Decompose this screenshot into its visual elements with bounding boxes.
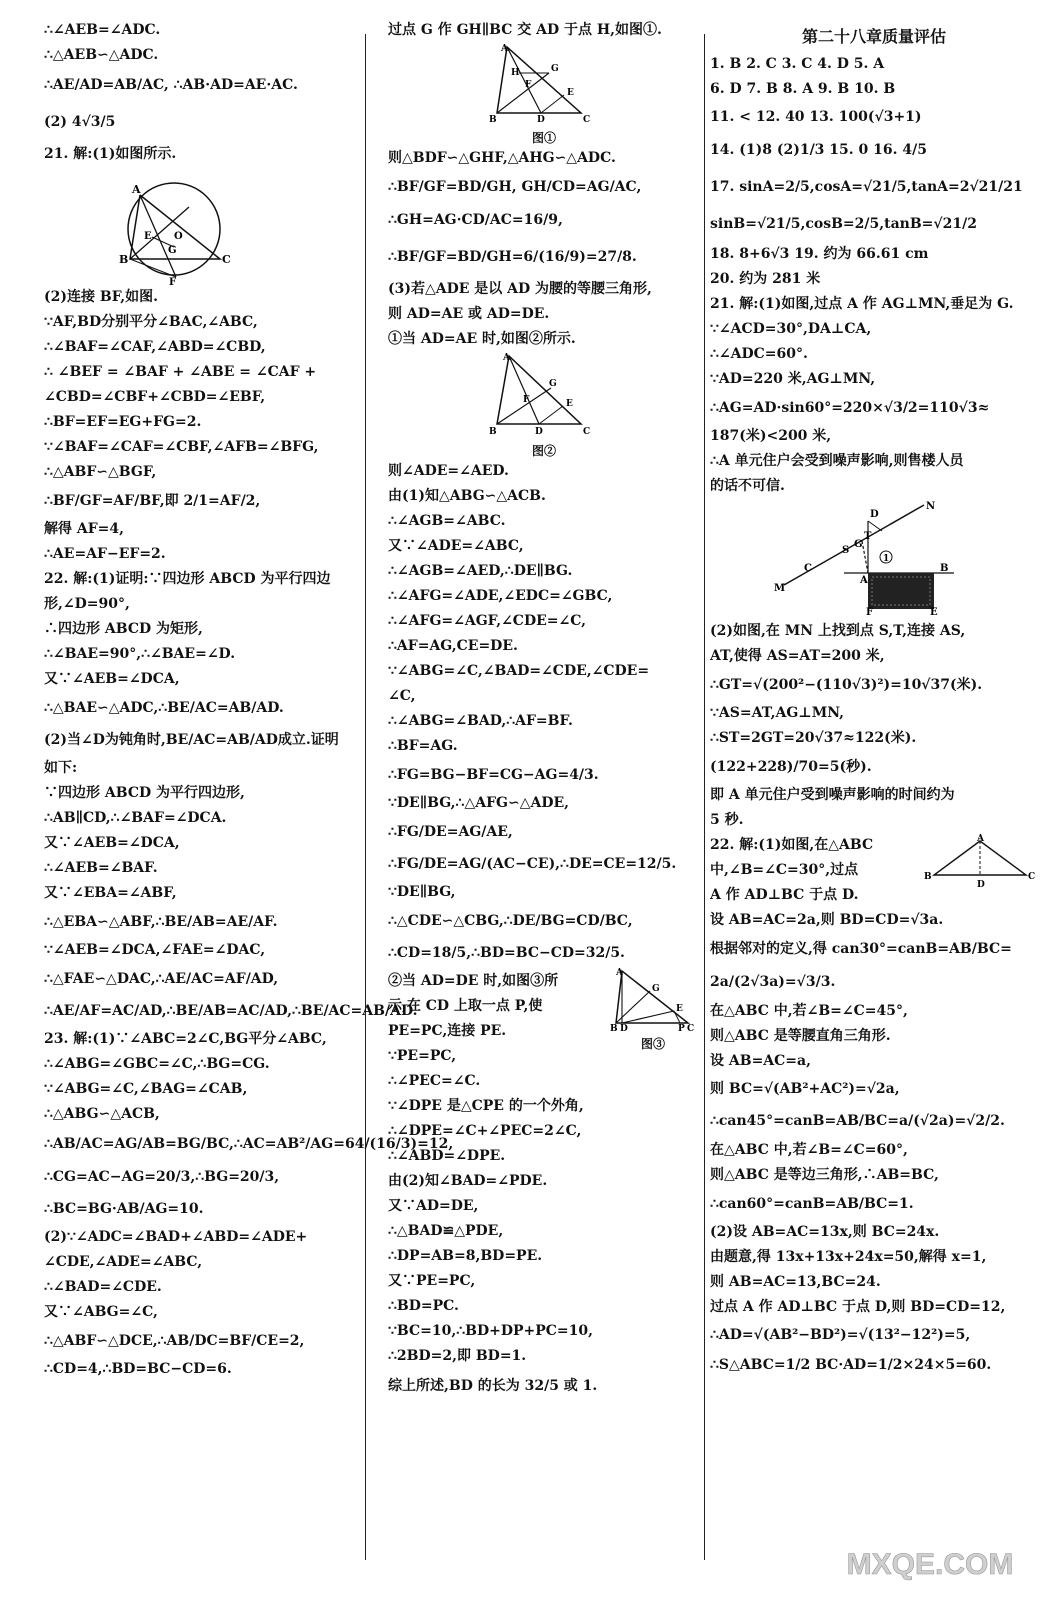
text-line: 又∵∠ABG=∠C, (44, 1304, 158, 1320)
text-line: ∴△ABF∽△DCE,∴AB/DC=BF/CE=2, (44, 1333, 305, 1349)
text-line: ∴∠BAF=∠CAF,∠ABD=∠CBD, (44, 339, 266, 355)
answer-line: 18. 8+6√3 19. 约为 66.61 cm (710, 246, 929, 262)
text-line: ∴DP=AB=8,BD=PE. (388, 1248, 543, 1264)
text-line: ∴△FAE∽△DAC,∴AE/AC=AF/AD, (44, 971, 279, 987)
text-line: ∴△AEB∽△ADC. (44, 47, 159, 63)
text-line: ∴△ABF∽△BGF, (44, 464, 157, 480)
svg-text:S: S (842, 545, 850, 556)
text-line: ∠CDE,∠ADE=∠ABC, (44, 1254, 203, 1270)
svg-text:D: D (537, 115, 545, 125)
text-line: ∴∠PEC=∠C. (388, 1073, 481, 1089)
text-line: ∴∠ABD=∠DPE. (388, 1148, 506, 1164)
answer-line: 1. B 2. C 3. C 4. D 5. A (710, 56, 885, 72)
noise-figure (710, 499, 1038, 619)
text-line: (2)设 AB=AC=13x,则 BC=24x. (710, 1224, 940, 1240)
svg-text:B: B (489, 115, 497, 125)
text-line: ∴CD=4,∴BD=BC−CD=6. (44, 1361, 232, 1377)
text-line: ∵∠ACD=30°,DA⊥CA, (710, 321, 872, 337)
text-line: ∴FG/DE=AG/(AC−CE),∴DE=CE=12/5. (388, 856, 677, 872)
text-line: 5 秒. (710, 812, 744, 828)
circle-figure (24, 167, 324, 288)
svg-text:C: C (804, 563, 812, 574)
text-line: ∴AE=AF−EF=2. (44, 546, 166, 562)
text-line: (2)∵∠ADC=∠BAD+∠ABD=∠ADE+ (44, 1229, 308, 1245)
text-line: ∴BC=BG·AB/AG=10. (44, 1201, 204, 1217)
text-line: ∵四边形 ABCD 为平行四边形, (44, 785, 245, 801)
text-line: 解得 AF=4, (44, 521, 125, 537)
text-line: ∴CG=AC−AG=20/3,∴BG=20/3, (44, 1169, 280, 1185)
column-3 (710, 18, 1038, 1570)
text-line: (122+228)/70=5(秒). (710, 759, 872, 775)
text-line: ∴AD=√(AB²−BD²)=√(13²−12²)=5, (710, 1327, 971, 1343)
svg-text:G: G (652, 984, 660, 994)
text-line: ②当 AD=DE 时,如图③所 (388, 973, 559, 989)
text-line: 21. 解:(1)如图,过点 A 作 AG⊥MN,垂足为 G. (710, 296, 1014, 312)
text-line: ∴AB/AC=AG/AB=BG/BC,∴AC=AB²/AG=64/(16/3)=12, (44, 1136, 454, 1152)
svg-text:G: G (168, 245, 177, 256)
text-line: ∴∠DPE=∠C+∠PEC=2∠C, (388, 1123, 582, 1139)
text-line: AT,使得 AS=AT=200 米, (710, 648, 885, 664)
text-line: (2)当∠D为钝角时,BE/AC=AB/AD成立.证明 (44, 732, 339, 748)
svg-text:F: F (523, 395, 530, 405)
answer-line: 20. 约为 281 米 (710, 271, 821, 287)
text-line: ∴△BAE∽△ADC,∴BE/AC=AB/AD. (44, 700, 284, 716)
text-line: 23. 解:(1)∵∠ABC=2∠C,BG平分∠ABC, (44, 1031, 327, 1047)
text-line: ∴ST=2GT=20√37≈122(米). (710, 730, 917, 746)
text-line: ①当 AD=AE 时,如图②所示. (388, 331, 576, 347)
text-line: 又∵∠AEB=∠DCA, (44, 835, 180, 851)
text-line: ∴2BD=2,即 BD=1. (388, 1348, 527, 1364)
text-line: ∵PE=PC, (388, 1048, 457, 1064)
text-line: ∴∠ABG=∠GBC=∠C,∴BG=CG. (44, 1056, 270, 1072)
text-line: 则△ABC 是等腰直角三角形. (710, 1028, 891, 1044)
answer-line: 6. D 7. B 8. A 9. B 10. B (710, 81, 896, 97)
figure-caption: 图② (531, 444, 556, 458)
text-line: ∴△BAD≌△PDE, (388, 1223, 504, 1239)
svg-text:A: A (501, 44, 508, 54)
text-line: (2)如图,在 MN 上找到点 S,T,连接 AS, (710, 623, 966, 639)
svg-text:A: A (503, 353, 510, 363)
text-line: 如下: (44, 760, 78, 776)
text-line: 设 AB=AC=a, (710, 1053, 811, 1069)
section-title: 第二十八章质量评估 (801, 27, 946, 46)
text-line: ∴BF/GF=BD/GH, GH/CD=AG/AC, (388, 179, 642, 195)
svg-text:1: 1 (883, 554, 890, 564)
watermark-text: MXQE.COM (846, 1548, 1014, 1581)
text-line: ∠C, (388, 688, 416, 704)
svg-text:B: B (610, 1024, 618, 1034)
text-line: ∠CBD=∠CBF+∠CBD=∠EBF, (44, 389, 266, 405)
text-line: ∵∠ABG=∠C,∠BAG=∠CAB, (44, 1081, 248, 1097)
text-line: ∴FG=BG−BF=CG−AG=4/3. (388, 767, 599, 783)
text-line: (3)若△ADE 是以 AD 为腰的等腰三角形, (388, 281, 652, 297)
text-line: ∴BD=PC. (388, 1298, 459, 1314)
text-line: ∴△EBA∽△ABF,∴BE/AB=AE/AF. (44, 914, 278, 930)
text-line: ∵∠ABG=∠C,∠BAD=∠CDE,∠CDE= (388, 663, 650, 679)
svg-text:E: E (930, 607, 938, 618)
svg-text:C: C (222, 253, 231, 266)
svg-text:D: D (620, 1024, 628, 1034)
text-line: 21. 解:(1)如图所示. (44, 146, 177, 162)
text-line: 中,∠B=∠C=30°,过点 (710, 862, 859, 878)
text-line: ∴AE/AF=AC/AD,∴BE/AB=AC/AD,∴BE/AC=AB/AD. (44, 1003, 418, 1019)
text-line: ∴∠BAD=∠CDE. (44, 1279, 162, 1295)
text-line: ∴∠ABG=∠BAD,∴AF=BF. (388, 713, 573, 729)
text-line: 则 AB=AC=13,BC=24. (710, 1274, 881, 1290)
text-line: ∵DE∥BG, (388, 884, 456, 900)
text-line: ∴∠ADC=60°. (710, 346, 808, 362)
text-line: 由(2)知∠BAD=∠PDE. (388, 1173, 548, 1189)
text-line: ∵AS=AT,AG⊥MN, (710, 705, 844, 721)
text-line: 过点 G 作 GH∥BC 交 AD 于点 H,如图①. (388, 22, 662, 38)
text-line: 由题意,得 13x+13x+24x=50,解得 x=1, (710, 1249, 987, 1265)
column-divider-1 (365, 34, 366, 1560)
text-line: ∴AE/AD=AB/AC, ∴AB·AD=AE·AC. (44, 77, 298, 93)
text-line: 在△ABC 中,若∠B=∠C=60°, (710, 1142, 908, 1158)
text-line: 22. 解:(1)如图,在△ABC (710, 837, 874, 853)
text-line: 2a/(2√3a)=√3/3. (710, 974, 836, 990)
text-line: 187(米)<200 米, (710, 428, 832, 444)
text-line: ∴∠AFG=∠AGF,∠CDE=∠C, (388, 613, 586, 629)
svg-text:A: A (132, 183, 141, 196)
text-line: ∴CD=18/5,∴BD=BC−CD=32/5. (388, 945, 625, 961)
text-line: ∵BC=10,∴BD+DP+PC=10, (388, 1323, 593, 1339)
svg-text:E: E (676, 1004, 683, 1014)
svg-text:D: D (977, 880, 985, 890)
text-line: ∴∠AGB=∠AED,∴DE∥BG. (388, 563, 573, 579)
svg-text:P: P (678, 1024, 685, 1034)
text-line: 示,在 CD 上取一点 P,使 (388, 998, 543, 1014)
svg-text:C: C (687, 1024, 695, 1034)
text-line: ∴△CDE∽△CBG,∴DE/BG=CD/BC, (388, 913, 633, 929)
text-line: ∴∠BAE=90°,∴∠BAE=∠D. (44, 646, 236, 662)
svg-text:D: D (870, 509, 879, 520)
svg-text:G: G (854, 539, 863, 550)
text-line: 又∵∠ADE=∠ABC, (388, 538, 524, 554)
text-line: ∴∠AFG=∠ADE,∠EDC=∠GBC, (388, 588, 613, 604)
text-line: 即 A 单元住户受到噪声影响的时间约为 (710, 787, 955, 803)
text-line: 则∠ADE=∠AED. (388, 463, 509, 479)
text-line: 综上所述,BD 的长为 32/5 或 1. (388, 1378, 598, 1394)
triangle-figure-2 (489, 352, 599, 438)
text-line: ∴A 单元住户会受到噪声影响,则售楼人员 (710, 453, 964, 469)
column-divider-2 (704, 34, 705, 1560)
text-line: ∴BF=EF=EG+FG=2. (44, 414, 202, 430)
triangle-figure-1 (489, 43, 599, 125)
text-line: ∵AF,BD分别平分∠BAC,∠ABC, (44, 314, 258, 330)
svg-text:O: O (174, 231, 183, 242)
text-line: ∴∠AEB=∠ADC. (44, 22, 161, 38)
svg-text:H: H (511, 68, 520, 78)
text-line: ∵AD=220 米,AG⊥MN, (710, 371, 876, 387)
answer-line: 11. < 12. 40 13. 100(√3+1) (710, 109, 922, 125)
svg-text:B: B (489, 427, 497, 437)
text-line: ∵∠AEB=∠DCA,∠FAE=∠DAC, (44, 942, 266, 958)
text-line: 在△ABC 中,若∠B=∠C=45°, (710, 1003, 908, 1019)
text-line: ∴AG=AD·sin60°=220×√3/2=110√3≈ (710, 400, 990, 416)
text-line: ∴GT=√(200²−(110√3)²)=10√37(米). (710, 677, 983, 693)
svg-text:E: E (566, 399, 573, 409)
svg-text:A: A (977, 834, 984, 844)
column-2 (388, 18, 700, 1570)
text-line: ∴△ABG∽△ACB, (44, 1106, 160, 1122)
svg-text:A: A (860, 575, 868, 586)
text-line: 22. 解:(1)证明:∵四边形 ABCD 为平行四边 (44, 571, 331, 587)
svg-text:F: F (525, 80, 532, 90)
text-line: 则 BC=√(AB²+AC²)=√2a, (710, 1081, 900, 1097)
text-line: 则△ABC 是等边三角形,∴AB=BC, (710, 1167, 939, 1183)
text-line: 又∵∠EBA=∠ABF, (44, 885, 177, 901)
text-line: (2) 4√3/5 (44, 114, 116, 130)
text-line: 则△BDF∽△GHF,△AHG∽△ADC. (388, 150, 616, 166)
svg-text:N: N (926, 501, 936, 512)
svg-text:T: T (864, 531, 872, 542)
text-line: ∵DE∥BG,∴△AFG∽△ADE, (388, 795, 570, 811)
text-line: PE=PC,连接 PE. (388, 1023, 507, 1039)
text-line: ∵∠BAF=∠CAF=∠CBF,∠AFB=∠BFG, (44, 439, 319, 455)
svg-text:E: E (567, 88, 574, 98)
text-line: ∴BF/GF=AF/BF,即 2/1=AF/2, (44, 493, 261, 509)
svg-text:B: B (924, 872, 932, 882)
figure-caption: 图③ (640, 1037, 665, 1051)
figure-caption: 图① (531, 131, 556, 145)
answer-line: 14. (1)8 (2)1/3 15. 0 16. 4/5 (710, 142, 927, 158)
svg-text:B: B (119, 253, 129, 266)
text-line: ∴∠AEB=∠BAF. (44, 860, 158, 876)
svg-text:C: C (583, 115, 591, 125)
svg-text:G: G (549, 379, 557, 389)
text-line: 根据邻对的定义,得 can30°=canB=AB/BC= (710, 941, 1012, 957)
svg-text:M: M (774, 583, 786, 594)
text-line: ∴S△ABC=1/2 BC·AD=1/2×24×5=60. (710, 1357, 992, 1373)
text-line: ∴FG/DE=AG/AE, (388, 824, 513, 840)
figure-2 (388, 352, 700, 459)
text-line: 设 AB=AC=2a,则 BD=CD=√3a. (710, 912, 944, 928)
answer-line: sinB=√21/5,cosB=2/5,tanB=√21/2 (710, 216, 977, 232)
text-line: 又∵AD=DE, (388, 1198, 479, 1214)
text-line: ∴can45°=canB=AB/BC=a/(√2a)=√2/2. (710, 1113, 1005, 1129)
text-line: 又∵∠AEB=∠DCA, (44, 671, 180, 687)
text-line: ∴can60°=canB=AB/BC=1. (710, 1196, 914, 1212)
text-line: 的话不可信. (710, 478, 785, 494)
text-line: 由(1)知△ABG∽△ACB. (388, 488, 546, 504)
isosceles-triangle-figure (922, 835, 1038, 889)
svg-text:B: B (940, 563, 949, 574)
text-line: ∴BF/GF=BD/GH=6/(16/9)=27/8. (388, 249, 637, 265)
text-line: A 作 AD⊥BC 于点 D. (710, 887, 859, 903)
svg-text:C: C (583, 427, 591, 437)
text-line: ∴四边形 ABCD 为矩形, (44, 621, 203, 637)
text-line: 形,∠D=90°, (44, 596, 130, 612)
svg-text:C: C (1028, 872, 1036, 882)
svg-text:D: D (535, 427, 543, 437)
text-line: ∴BF=AG. (388, 738, 458, 754)
text-line: 则 AD=AE 或 AD=DE. (388, 306, 550, 322)
svg-text:F: F (866, 607, 874, 618)
text-line: ∴AF=AG,CE=DE. (388, 638, 518, 654)
svg-text:E: E (144, 231, 152, 242)
svg-text:G: G (551, 64, 559, 74)
figure-3 (608, 967, 698, 1052)
text-line: 过点 A 作 AD⊥BC 于点 D,则 BD=CD=12, (710, 1299, 1006, 1315)
text-line: (2)连接 BF,如图. (44, 289, 158, 305)
text-line: ∴∠AGB=∠ABC. (388, 513, 506, 529)
answer-line: 17. sinA=2/5,cosA=√21/5,tanA=2√21/21 (710, 179, 1023, 195)
text-line: ∴GH=AG·CD/AC=16/9, (388, 212, 563, 228)
text-line: ∴ ∠BEF = ∠BAF + ∠ABE = ∠CAF + (44, 364, 317, 380)
svg-text:F: F (169, 277, 177, 288)
figure-1 (388, 43, 700, 146)
watermark-logo (840, 1534, 1020, 1590)
text-line: ∴AB∥CD,∴∠BAF=∠DCA. (44, 810, 227, 826)
text-line: 又∵PE=PC, (388, 1273, 476, 1289)
noise-diagram (764, 499, 984, 618)
text-line: ∵∠DPE 是△CPE 的一个外角, (388, 1098, 584, 1114)
triangle-figure-3 (608, 967, 698, 1034)
svg-text:A: A (616, 968, 623, 978)
